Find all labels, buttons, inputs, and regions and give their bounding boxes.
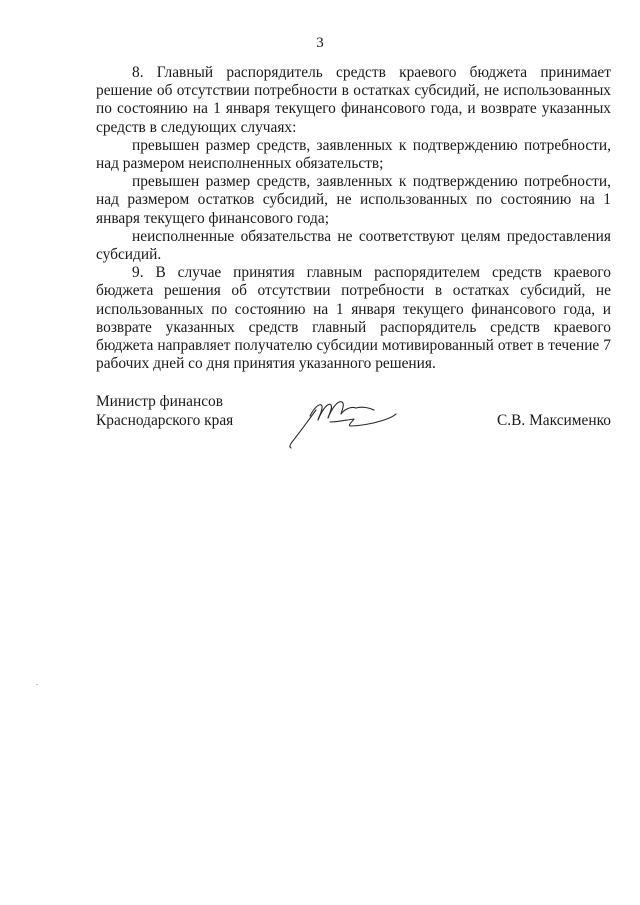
signer-name: С.В. Максименко — [497, 412, 611, 429]
signature-block — [96, 392, 611, 462]
signer-title-line-1: Министр финансов — [96, 393, 223, 410]
page-number: 3 — [316, 35, 324, 51]
handwritten-signature-icon — [286, 392, 416, 454]
paragraph-condition-1: превышен размер средств, заявленных к подтверждению потребности, над размером неисполненных обязательств; — [96, 136, 611, 173]
paragraph-9: 9. В случае принятия главным распорядителем средств краевого бюджета решения об отсутствии потребности в остатках субсидий, не использованных по состоянию на 1 января текущего финансового года, и возврате указанных средств главный распорядитель средств краевого бюджета направляет получателю субсидии мотивированный ответ в течение 7 рабочих дней со дня принятия указанного решения. — [96, 264, 611, 373]
paragraph-condition-3: неисполненные обязательства не соответствуют целям предоставления субсидий. — [96, 227, 611, 264]
paragraph-8: 8. Главный распорядитель средств краевого бюджета принимает решение об отсутствии потребности в остатках субсидий, не использованных по состоянию на 1 января текущего финансового года, и возврате указанных средств в следующих случаях: — [96, 64, 611, 136]
signer-title-line-2: Краснодарского края — [96, 412, 234, 429]
scan-artifact — [36, 684, 38, 685]
document-body — [96, 64, 611, 373]
signer-title — [96, 392, 233, 430]
paragraph-condition-2: превышен размер средств, заявленных к подтверждению потребности, над размером остатков субсидий, не использованных по состоянию на 1 января текущего финансового года; — [96, 173, 611, 227]
